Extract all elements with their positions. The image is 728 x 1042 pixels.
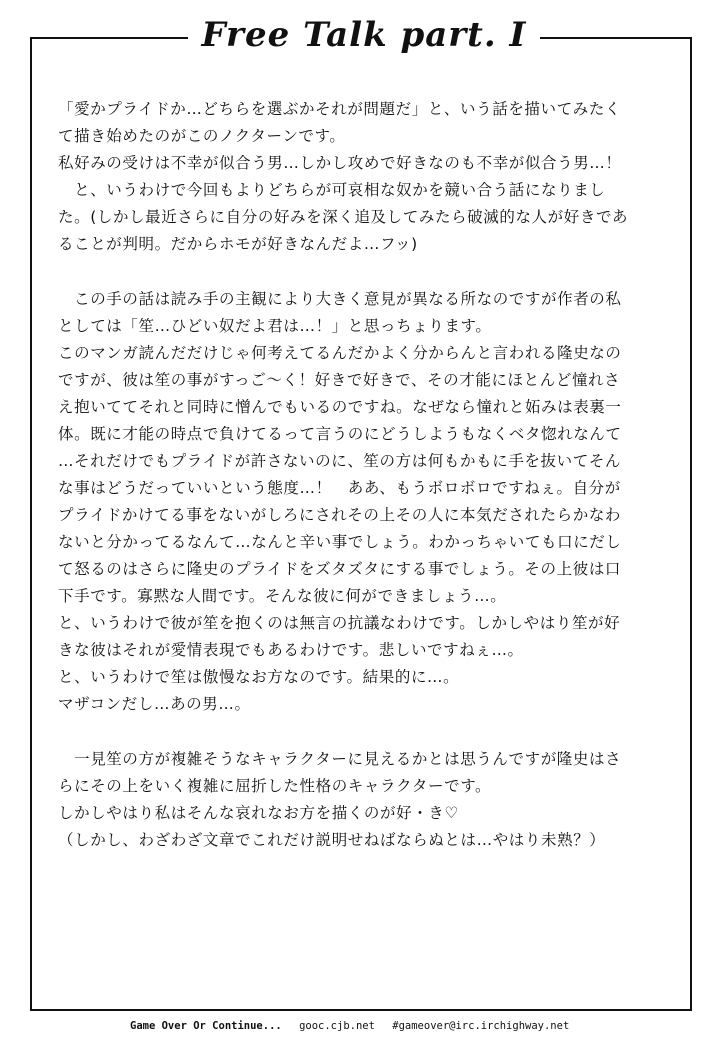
- text-line: 体。既に才能の時点で負けてるって言うのにどうしようもなくベタ惚れなんて: [58, 425, 622, 443]
- title-area: [0, 12, 728, 58]
- text-line: …それだけでもプライドが許さないのに、笙の方は何もかもに手を抜いてそん: [58, 452, 622, 470]
- text-line: て描き始めたのがこのノクターンです。: [58, 127, 346, 145]
- paragraph-2: [58, 286, 674, 718]
- text-line: きな彼はそれが愛情表現でもあるわけです。悲しいですねぇ…。: [58, 641, 524, 659]
- text-line: て怒るのはさらに隆史のプライドをズタズタにする事でしょう。その上彼は口: [58, 560, 622, 578]
- text-line: （しかし、わざわざ文章でこれだけ説明せねばならぬとは…やはり未熟？）: [58, 831, 606, 849]
- text-line: ですが、彼は笙の事がすっご〜く！好きで好きで、その才能にほとんど憧れさ: [58, 371, 621, 389]
- text-line: としては「笙…ひどい奴だよ君は…！」と思っちょります。: [58, 317, 492, 335]
- text-line: な事はどうだっていいという態度…！ ああ、もうボロボロですねぇ。自分が: [58, 479, 621, 497]
- scanlation-credit: [130, 1018, 710, 1034]
- text-line: 下手です。寡黙な人間です。そんな彼に何ができましょう…。: [58, 587, 507, 605]
- paragraph-3: [58, 746, 674, 854]
- text-line: この手の話は読み手の主観により大きく意見が異なる所なのですが作者の私: [58, 290, 622, 308]
- text-line: プライドかけてる事をないがしろにされその上その人に本気だされたらかなわ: [58, 506, 622, 524]
- text-line: このマンガ読んだだけじゃ何考えてるんだかよく分からんと言われる隆史なの: [58, 344, 622, 362]
- credit-irc: #gameover@irc.irchighway.net: [392, 1020, 570, 1032]
- credit-brand: Game Over Or Continue...: [130, 1020, 282, 1032]
- text-line: ることが判明。だからホモが好きなんだよ…フッ): [58, 235, 418, 253]
- page-title: Free Talk part. I: [188, 12, 541, 58]
- paragraph-1: [58, 96, 674, 258]
- text-line: と、いうわけで彼が笙を抱くのは無言の抗議なわけです。しかしやはり笙が好: [58, 614, 621, 632]
- text-line: と、いうわけで今回もよりどちらが可哀相な奴かを競い合う話になりまし: [58, 181, 606, 199]
- credit-url: gooc.cjb.net: [299, 1020, 375, 1032]
- text-line: 「愛かプライドか…どちらを選ぶかそれが問題だ」と、いう話を描いてみたく: [58, 100, 622, 118]
- text-line: 一見笙の方が複雑そうなキャラクターに見えるかとは思うんですが隆史はさ: [58, 750, 622, 768]
- text-line: た。(しかし最近さらに自分の好みを深く追及してみたら破滅的な人が好きであ: [58, 208, 629, 226]
- text-line: らにその上をいく複雑に屈折した性格のキャラクターです。: [58, 777, 492, 795]
- text-line: え抱いててそれと同時に憎んでもいるのですね。なぜなら憧れと妬みは表裏一: [58, 398, 622, 416]
- text-line: 私好みの受けは不幸が似合う男…しかし攻めで好きなのも不幸が似合う男…！: [58, 154, 622, 172]
- free-talk-body: [58, 96, 674, 882]
- text-line: しかしやはり私はそんな哀れなお方を描くのが好・き♡: [58, 804, 459, 822]
- text-line: ないと分かってるなんて…なんと辛い事でしょう。わかっちゃいても口にだし: [58, 533, 622, 551]
- text-line: と、いうわけで笙は傲慢なお方なのです。結果的に…。: [58, 668, 460, 686]
- text-line: マザコンだし…あの男…。: [58, 695, 251, 713]
